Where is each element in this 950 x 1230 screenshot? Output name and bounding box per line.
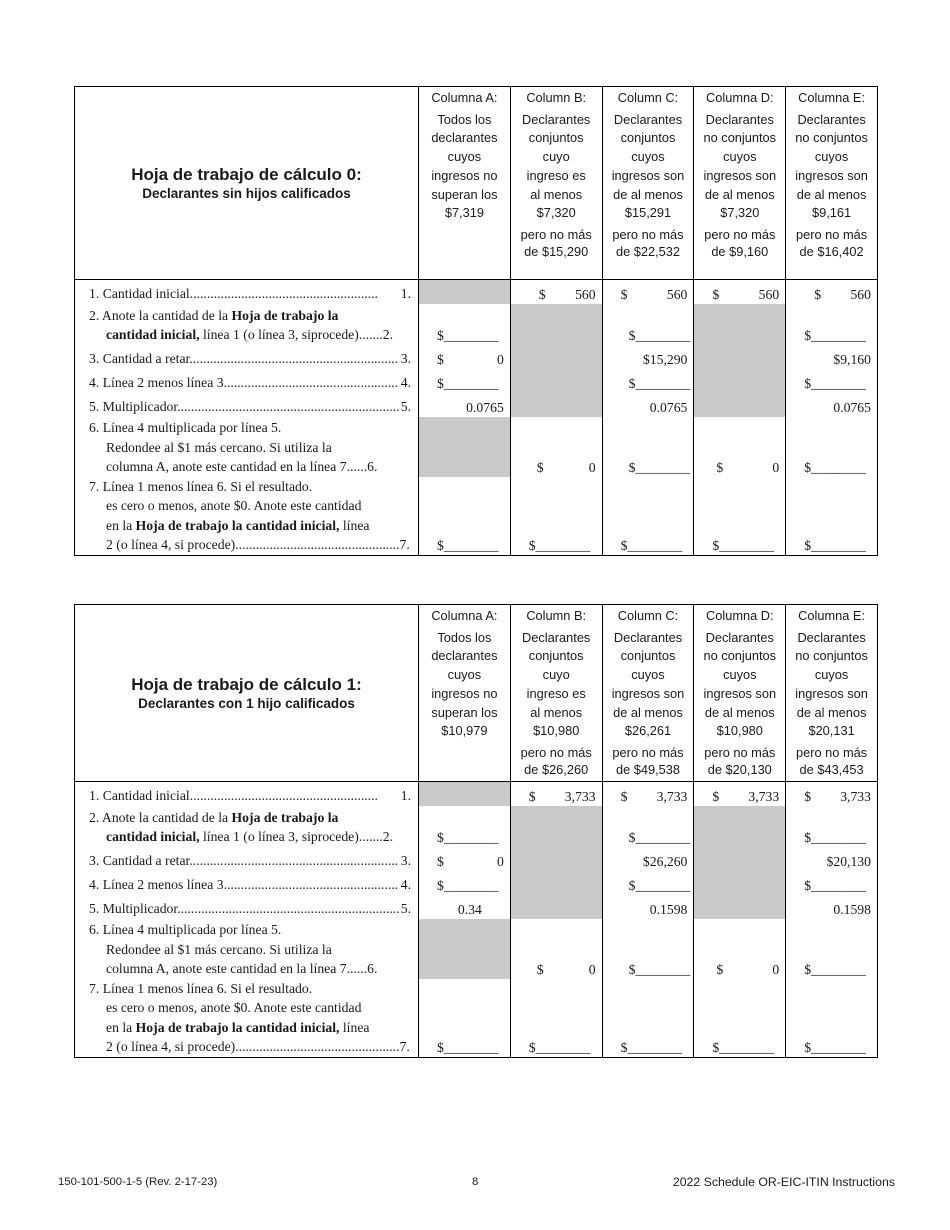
column-description-line: ingresos son [611,167,685,183]
form-number: 150-101-500-1-5 (Rev. 2-17-23) [58,1176,218,1188]
column-description-line: de al menos [796,186,867,202]
column-description-line: cuyos [723,149,757,165]
worksheet-1 [74,604,878,1058]
column-description-line: pero no más [520,744,592,760]
column-description-line: cuyos [447,667,482,683]
column-description-line: Declarantes [705,629,774,645]
line-5-col-b [510,895,602,919]
line-7-col-a-blank[interactable]: $________ [419,477,511,556]
line-6-col-b: $ 0 [510,919,602,979]
column-description-line: no conjuntos [703,130,777,146]
line-1-col-e: $ 560 [786,280,878,304]
line-4-col-a-blank[interactable]: $________ [419,369,511,393]
line-1-col-b: $ 3,733 [510,782,602,806]
line-3-col-b [510,847,602,871]
column-description-line: de $22,532 [615,243,681,259]
column-label: Column C: [617,608,679,623]
line-2-col-d [694,806,786,847]
column-description-line: pero no más [612,226,684,242]
column-description-line: ingresos no [431,685,498,701]
line-2-col-d [694,304,786,345]
column-a-header [419,87,511,280]
line-4-col-e-blank[interactable]: $________ [786,369,878,393]
line-6-row [75,919,878,979]
line-3-col-b [510,345,602,369]
column-b-header [510,605,602,782]
line-3-label: 3. Cantidad a retar............................................................. 3. [75,345,419,369]
line-5-col-e: 0.1598 [786,895,878,919]
line-6-col-d: $ 0 [694,919,786,979]
column-description-line: $15,291 [624,205,672,221]
line-4-row [75,871,878,895]
line-3-row [75,847,878,871]
column-description-line: pero no más [796,226,868,242]
line-5-label: 5. Multiplicador................................................................. 5. [75,895,419,919]
line-3-col-c: $26,260 [602,847,694,871]
column-description-line: cuyos [631,149,665,165]
line-1-label: 1. Cantidad inicial....................................................... 1. [75,280,419,304]
line-2-row [75,304,878,345]
line-7-row [75,477,878,556]
column-description-line: cuyos [814,667,849,683]
column-label: Columna D: [706,608,774,623]
line-6-col-b: $ 0 [510,417,602,477]
column-e-header [786,605,878,782]
line-2-col-c-blank[interactable]: $________ [602,304,694,345]
column-description-line: conjuntos [528,130,584,146]
column-description-line: pero no más [796,744,868,760]
line-6-row [75,417,878,477]
column-description-line: Declarantes [613,629,683,645]
column-description-line: cuyo [542,149,570,165]
column-description-line: de al menos [613,186,683,202]
line-7-col-c-blank[interactable]: $________ [602,477,694,556]
line-4-col-a-blank[interactable]: $________ [419,871,511,895]
column-description-line: conjuntos [620,130,676,146]
line-6-col-a [419,417,511,477]
column-description-line: declarantes [431,648,498,664]
line-5-col-b [510,393,602,417]
column-description-line: pero no más [704,744,776,760]
column-description-line: pero no más [704,226,776,242]
column-description-line: cuyos [814,149,849,165]
column-description-line: al menos [530,704,583,720]
line-4-col-c-blank[interactable]: $________ [602,871,694,895]
line-7-row [75,979,878,1058]
column-description-line: $7,319 [444,205,484,221]
column-description-line: de $9,160 [711,243,769,259]
line-5-col-a: 0.0765 [419,393,511,417]
line-5-label: 5. Multiplicador................................................................. 5. [75,393,419,417]
column-description-line: Declarantes [613,111,683,127]
worksheet-title: Hoja de trabajo de cálculo 1: [131,675,362,694]
line-1-col-c: $ 3,733 [602,782,694,806]
column-description-line: de al menos [613,704,683,720]
line-2-col-e-blank[interactable]: $________ [786,806,878,847]
line-7-col-e-blank[interactable]: $________ [786,979,878,1058]
line-2-col-b [510,304,602,345]
column-description-line: cuyos [723,667,757,683]
line-3-label: 3. Cantidad a retar............................................................. 3. [75,847,419,871]
column-description-line: superan los [431,704,498,720]
column-description-line: superan los [431,186,498,202]
column-description-line: ingresos son [703,685,777,701]
column-description-line: de al menos [704,186,775,202]
line-4-col-b [510,871,602,895]
worksheet-subtitle: Declarantes sin hijos calificados [142,186,351,201]
column-description-line: ingreso es [526,685,586,701]
column-description-line: no conjuntos [703,648,777,664]
line-3-col-e: $9,160 [786,345,878,369]
line-1-row [75,280,878,304]
line-1-col-b: $ 560 [510,280,602,304]
line-3-col-d [694,345,786,369]
line-2-label: 2. Anote la cantidad de la Hoja de trabajo la cantidad inicial, línea 1 (o línea 3, siprocede).......2. [75,806,419,847]
line-5-row [75,393,878,417]
column-label: Column B: [526,90,587,105]
column-description-line: $20,131 [808,723,855,739]
line-6-col-a [419,919,511,979]
document-title: 2022 Schedule OR-EIC-ITIN Instructions [672,1175,895,1189]
column-description-line: de al menos [704,704,775,720]
line-5-col-c: 0.1598 [602,895,694,919]
line-7-col-b-blank[interactable]: $________ [510,477,602,556]
column-description-line: conjuntos [620,648,676,664]
line-7-col-b-blank[interactable]: $________ [510,979,602,1058]
column-description-line: Todos los [437,111,492,127]
column-description-line: Declarantes [522,111,591,127]
column-description-line: cuyos [631,667,665,683]
line-2-col-b [510,806,602,847]
line-2-col-e-blank[interactable]: $________ [786,304,878,345]
line-2-col-a-blank[interactable]: $________ [419,304,511,345]
line-2-row [75,806,878,847]
column-description-line: ingresos son [703,167,777,183]
column-description-line: no conjuntos [795,130,868,146]
column-description-line: $9,161 [812,205,852,221]
line-4-col-e-blank[interactable]: $________ [786,871,878,895]
column-description-line: $7,320 [536,205,576,221]
line-2-col-a-blank[interactable]: $________ [419,806,511,847]
line-4-col-b [510,369,602,393]
line-4-row [75,369,878,393]
line-6-col-c-blank[interactable]: $________ [602,417,694,477]
line-3-col-d [694,847,786,871]
column-description-line: Declarantes [705,111,774,127]
column-d-header [694,87,786,280]
column-description-line: de $43,453 [799,761,864,777]
column-description-line: Declarantes [522,629,591,645]
line-1-col-d: $ 3,733 [694,782,786,806]
line-3-col-a: $ 0 [419,847,511,871]
line-5-col-a: 0.34 [419,895,511,919]
line-4-label: 4. Línea 2 menos línea 3................................................... 4. [75,369,419,393]
worksheet-subtitle: Declarantes con 1 hijo calificados [138,696,355,711]
column-c-header [602,87,694,280]
line-6-col-e-blank[interactable]: $________ [786,919,878,979]
line-5-col-d [694,895,786,919]
column-b-header [510,87,602,280]
column-label: Columna E: [798,90,866,105]
line-7-label: 7. Línea 1 menos línea 6. Si el resultado. es cero o menos, anote $0. Anote este cantidad en la Hoja de trabajo la cantidad inicial, línea 2 (o línea 4, si procede)................................................7. [75,979,419,1058]
line-1-col-a [419,782,511,806]
line-1-row [75,782,878,806]
line-6-col-e-blank[interactable]: $________ [786,417,878,477]
line-1-label: 1. Cantidad inicial....................................................... 1. [75,782,419,806]
column-c-header [602,605,694,782]
column-description-line: de $49,538 [615,761,681,777]
line-4-col-c-blank[interactable]: $________ [602,369,694,393]
column-description-line: no conjuntos [795,648,868,664]
line-1-col-e: $ 3,733 [786,782,878,806]
column-description-line: $10,980 [716,723,763,739]
column-description-line: pero no más [520,226,592,242]
column-description-line: cuyos [447,149,482,165]
column-description-line: de $20,130 [707,761,772,777]
column-description-line: $26,261 [624,723,672,739]
column-label: Columna A: [431,90,498,105]
column-description-line: de $15,290 [524,243,589,259]
line-7-col-a-blank[interactable]: $________ [419,979,511,1058]
line-6-col-c-blank[interactable]: $________ [602,919,694,979]
page-number: 8 [472,1176,479,1188]
line-2-label: 2. Anote la cantidad de la Hoja de trabajo la cantidad inicial, línea 1 (o línea 3, siprocede).......2. [75,304,419,345]
worksheet-1-title-cell [75,605,419,782]
column-e-header [786,87,878,280]
line-7-label: 7. Línea 1 menos línea 6. Si el resultado. es cero o menos, anote $0. Anote este cantidad en la Hoja de trabajo la cantidad inicial, línea 2 (o línea 4, si procede)................................................7. [75,477,419,556]
line-4-col-d [694,871,786,895]
column-description-line: ingreso es [526,167,586,183]
line-7-col-e-blank[interactable]: $________ [786,477,878,556]
column-description-line: Declarantes [797,629,866,645]
column-description-line: de $16,402 [799,243,864,259]
line-4-col-d [694,369,786,393]
line-5-col-e: 0.0765 [786,393,878,417]
column-a-header [419,605,511,782]
column-d-header [694,605,786,782]
column-description-line: $10,980 [533,723,580,739]
column-description-line: cuyo [542,667,570,683]
column-description-line: de al menos [796,704,867,720]
line-2-col-c-blank[interactable]: $________ [602,806,694,847]
line-7-col-d-blank[interactable]: $________ [694,979,786,1058]
line-6-col-d: $ 0 [694,417,786,477]
line-5-col-d [694,393,786,417]
column-label: Column B: [526,608,587,623]
line-5-col-c: 0.0765 [602,393,694,417]
column-description-line: Declarantes [797,111,866,127]
line-6-label: 6. Línea 4 multiplicada por línea 5. Redondee al $1 más cercano. Si utiliza la columna A, anote este cantidad en la línea 7......6. [75,919,419,979]
worksheet-0 [74,86,878,556]
line-6-label: 6. Línea 4 multiplicada por línea 5. Redondee al $1 más cercano. Si utiliza la columna A, anote este cantidad en la línea 7......6. [75,417,419,477]
line-3-col-a: $ 0 [419,345,511,369]
line-3-col-c: $15,290 [602,345,694,369]
line-7-col-d-blank[interactable]: $________ [694,477,786,556]
column-description-line: Todos los [437,629,492,645]
column-description-line: ingresos son [795,685,868,701]
column-label: Columna A: [431,608,498,623]
column-label: Column C: [617,90,679,105]
column-description-line: de $26,260 [524,761,589,777]
column-description-line: ingresos son [611,685,685,701]
line-1-col-d: $ 560 [694,280,786,304]
worksheet-0-title-cell [75,87,419,280]
column-description-line: pero no más [612,744,684,760]
line-3-row [75,345,878,369]
column-description-line: conjuntos [528,648,584,664]
column-label: Columna E: [798,608,866,623]
line-7-col-c-blank[interactable]: $________ [602,979,694,1058]
column-description-line: $7,320 [720,205,760,221]
column-description-line: ingresos no [431,167,498,183]
line-3-col-e: $20,130 [786,847,878,871]
column-label: Columna D: [706,90,774,105]
line-5-row [75,895,878,919]
line-1-col-c: $ 560 [602,280,694,304]
column-description-line: ingresos son [795,167,868,183]
column-description-line: declarantes [431,130,498,146]
line-4-label: 4. Línea 2 menos línea 3................................................... 4. [75,871,419,895]
worksheet-title: Hoja de trabajo de cálculo 0: [131,165,362,184]
column-description-line: al menos [530,186,583,202]
column-description-line: $10,979 [441,723,488,739]
line-1-col-a [419,280,511,304]
